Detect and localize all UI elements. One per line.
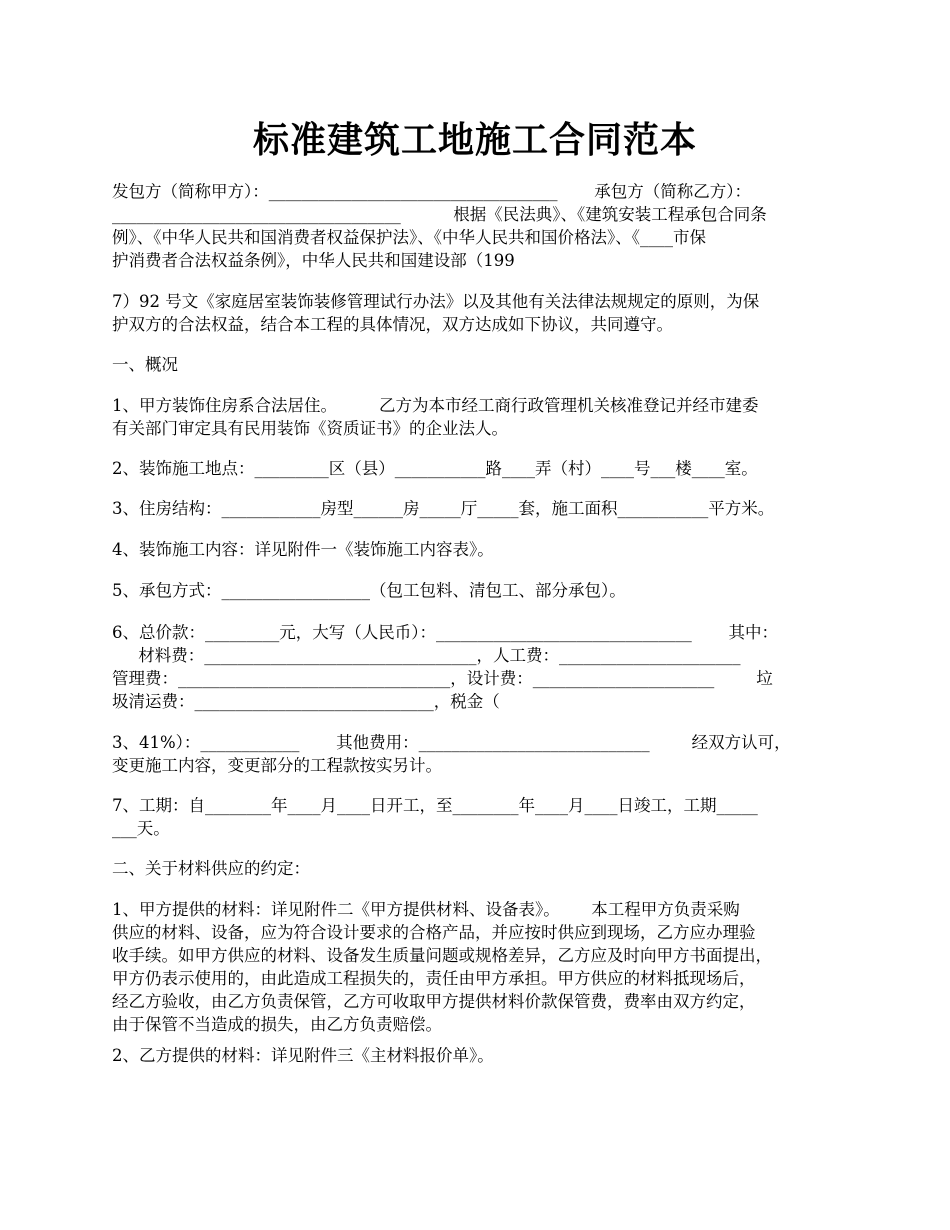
intro-line-3: 例》、《中华人民共和国消费者权益保护法》、《中华人民共和国价格法》、《____市保 (112, 228, 706, 247)
mat1-line-5: 经乙方验收，由乙方负责保管，乙方可收取甲方提供材料价款保管费，费率由双方约定， (112, 992, 756, 1011)
item7-line-2: ___天。 (112, 819, 170, 838)
mat1-line-1: 1、甲方提供的材料：详见附件二《甲方提供材料、设备表》。 本工程甲方负责采购 (112, 900, 740, 919)
item1-line-1: 1、甲方装饰住房系合法居住。 乙方为本市经工商行政管理机关核准登记并经市建委 (112, 396, 759, 415)
mat1-line-6: 由于保管不当造成的损失，由乙方负责赔偿。 (112, 1015, 442, 1034)
item6-line-1: 6、总价款：_________元，大写（人民币）：_______________________________ 其中： (112, 623, 778, 642)
mat1-line-3: 收手续。如甲方供应的材料、设备发生质量问题或规格差异，乙方应及时向甲方书面提出， (112, 946, 772, 965)
item5-line: 5、承包方式：__________________（包工包料、清包工、部分承包）。 (112, 581, 626, 600)
section-heading-1: 一、概况 (112, 355, 178, 374)
item4-line: 4、装饰施工内容：详见附件一《装饰施工内容表》。 (112, 540, 494, 559)
item7-line-1: 7、工期：自________年____月____日开工，至________年____月____日竣工，工期_____ (112, 796, 758, 815)
mat2-line: 2、乙方提供的材料：详见附件三《主材料报价单》。 (112, 1046, 494, 1065)
item6-line-4: 圾清运费：_____________________________，税金（ (112, 692, 500, 711)
document-title: 标准建筑工地施工合同范本 (252, 119, 697, 161)
item6b-line-2: 变更施工内容，变更部分的工程款按实另计。 (112, 756, 442, 775)
item6-line-2: 材料费：_________________________________，人工费：______________________ (112, 646, 741, 665)
item1-line-2: 有关部门审定具有民用装饰《资质证书》的企业法人。 (112, 419, 508, 438)
mat1-line-4: 甲方仍表示使用的，由此造成工程损失的，责任由甲方承担。甲方供应的材料抵现场后， (112, 969, 756, 988)
mat1-line-2: 供应的材料、设备，应为符合设计要求的合格产品，并应按时供应到现场，乙方应办理验 (112, 923, 756, 942)
item6-line-3: 管理费：_________________________________，设计费：______________________ 垃 (112, 669, 773, 688)
section-heading-2: 二、关于材料供应的约定： (112, 859, 310, 878)
intro2-line-2: 护双方的合法权益，结合本工程的具体情况，双方达成如下协议，共同遵守。 (112, 315, 673, 334)
item2-line: 2、装饰施工地点：_________区（县）___________路____弄（村）____号___楼____室。 (112, 459, 758, 478)
intro-line-1: 发包方（简称甲方）：___________________________________ 承包方（简称乙方）： (112, 182, 751, 201)
item3-line: 3、住房结构：____________房型______房_____厅_____套，施工面积___________平方米。 (112, 499, 775, 518)
intro-line-4: 护消费者合法权益条例》，中华人民共和国建设部（199 (112, 251, 515, 270)
intro-line-2: ___________________________________ 根据《民法典》、《建筑安装工程承包合同条 (112, 205, 767, 224)
item6b-line-1: 3、41%）：____________ 其他费用：____________________________ 经双方认可， (112, 733, 791, 752)
intro2-line-1: 7）92 号文《家庭居室装饰装修管理试行办法》以及其他有关法律法规规定的原则，为保 (112, 292, 760, 311)
